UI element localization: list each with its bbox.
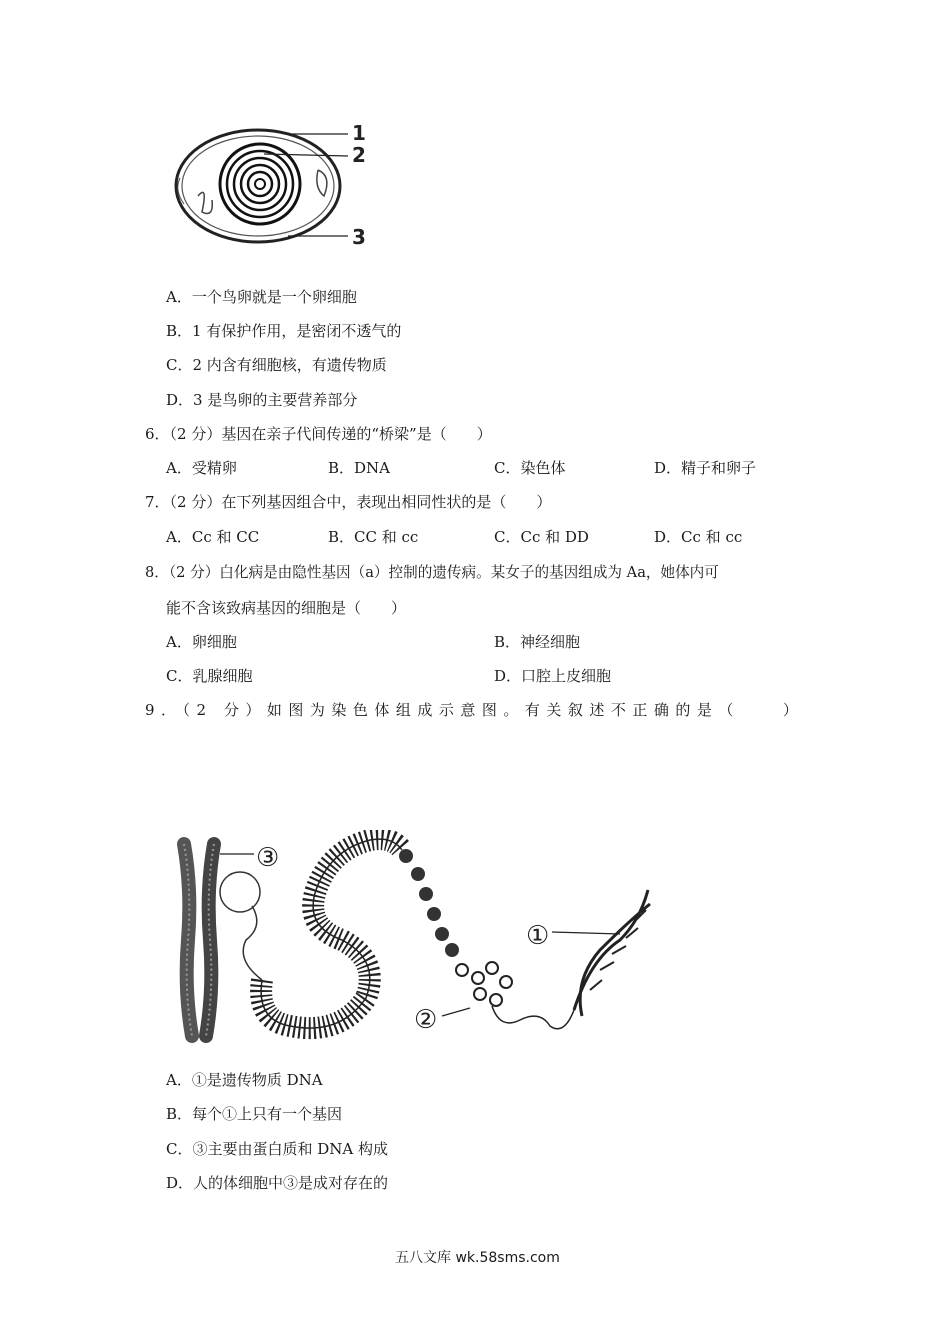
- egg-label-1: 1: [352, 121, 366, 145]
- q9-option-c: C．③主要由蛋白质和 DNA 构成: [166, 1140, 389, 1158]
- chromosome-label-3: ③: [256, 843, 280, 873]
- q7-stem: 7．（2 分）在下列基因组合中，表现出相同性状的是（ ）: [145, 493, 552, 511]
- q6-option-b: B．DNA: [328, 459, 391, 477]
- q8-stem-line2: 能不含该致病基因的细胞是（ ）: [166, 599, 407, 617]
- q6-stem: 6．（2 分）基因在亲子代间传递的“桥梁”是（ ）: [145, 425, 492, 443]
- q9-option-b: B．每个①上只有一个基因: [166, 1105, 343, 1123]
- q9-stem: 9．（2 分）如图为染色体组成示意图。有关叙述不正确的是（ ）: [145, 701, 805, 719]
- q6-option-d: D．精子和卵子: [654, 459, 757, 477]
- dna-label-1: ①: [526, 921, 550, 951]
- q7-option-c: C．Cc 和 DD: [494, 528, 589, 546]
- egg-label-2: 2: [352, 143, 366, 167]
- q8-option-c: C．乳腺细胞: [166, 667, 253, 685]
- q8-option-a: A．卵细胞: [166, 633, 237, 651]
- q9-option-a: A．①是遗传物质 DNA: [166, 1071, 323, 1089]
- q8-stem-line1: 8．（2 分）白化病是由隐性基因（a）控制的遗传病。某女子的基因组成为 Aa，她体内可: [145, 564, 719, 581]
- q5-option-c: C．2 内含有细胞核，有遗传物质: [166, 356, 387, 374]
- egg-label-3: 3: [352, 225, 366, 249]
- q6-option-a: A．受精卵: [166, 459, 237, 477]
- q5-option-a: A．一个鸟卵就是一个卵细胞: [166, 288, 357, 306]
- page-footer: 五八文库 wk.58sms.com: [395, 1250, 560, 1266]
- q7-option-d: D．Cc 和 cc: [654, 528, 743, 546]
- q7-option-b: B．CC 和 cc: [328, 528, 419, 546]
- q8-option-d: D．口腔上皮细胞: [494, 667, 612, 685]
- bird-egg-figure: [168, 118, 378, 250]
- q7-option-a: A．Cc 和 CC: [166, 528, 260, 546]
- chromosome-figure: [170, 830, 660, 1048]
- protein-label-2: ②: [414, 1005, 438, 1035]
- q6-option-c: C．染色体: [494, 459, 566, 477]
- q5-option-d: D．3 是鸟卵的主要营养部分: [166, 391, 358, 409]
- q8-option-b: B．神经细胞: [494, 633, 581, 651]
- q9-option-d: D．人的体细胞中③是成对存在的: [166, 1174, 389, 1192]
- q5-option-b: B．1 有保护作用，是密闭不透气的: [166, 322, 402, 340]
